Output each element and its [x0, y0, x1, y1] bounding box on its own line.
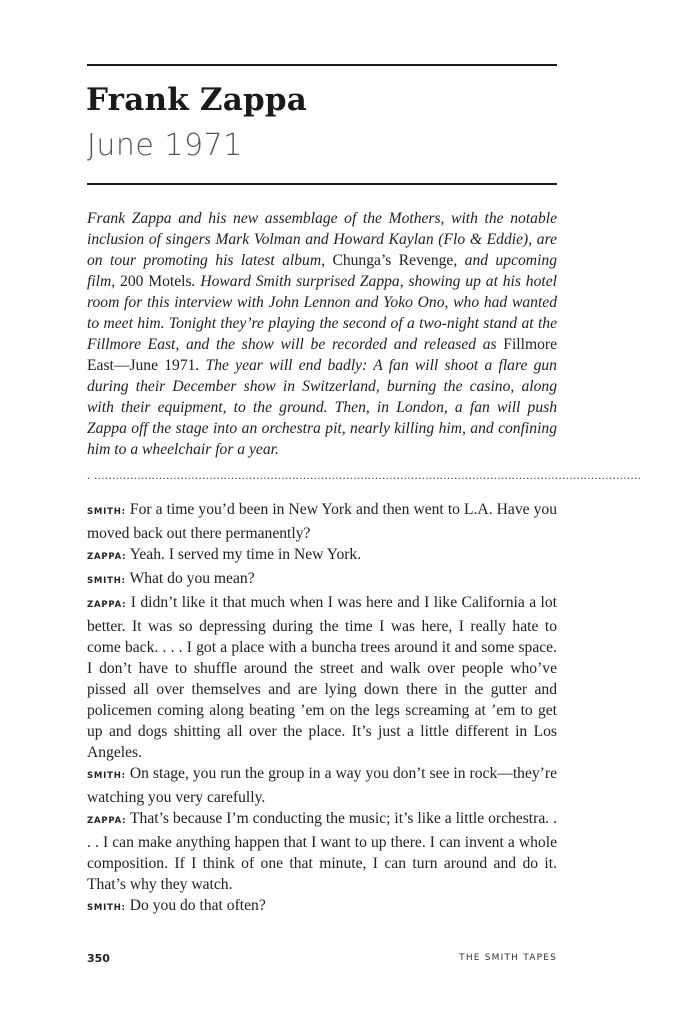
speaker-label: SMITH:: [87, 507, 126, 517]
dialogue-text: On stage, you run the group in a way you don’t see in rock—they’re watching you very carefully.: [87, 765, 557, 806]
dialogue-line: [87, 895, 557, 919]
chapter-title: Frank Zappa: [86, 82, 308, 118]
dialogue-line: [87, 544, 557, 568]
dialogue-line: [87, 592, 557, 763]
top-rule: [87, 64, 557, 66]
dialogue-text: I didn’t like it that much when I was here and I like California a lot better. It was so depressing during the time I was here, I really hate to come back. . . . I got a place with a buncha trees around it and some space. I don’t have to shuffle around the street and walk over people who’ve pissed all over themselves and are lying down there in the gutter and policemen coming along beating ’em on the legs screaming at ’em to get up and dogs shitting all over the place. It’s just a little different in Los Angeles.: [87, 594, 557, 761]
speaker-label: ZAPPA:: [87, 552, 127, 562]
intro-segment: . Howard Smith surprised Zappa, showing up at his hotel room for this interview with John Lennon and Yoko Ono, who had wanted to meet him. Tonight they’re playing the second of a two-night stand at the Fillmore East, and the show will be recorded and released as: [87, 273, 557, 353]
speaker-label: SMITH:: [87, 903, 126, 913]
interview-text: [87, 499, 557, 919]
intro-segment: Frank Zappa and his new assemblage of the Mothers, with the notable inclusion of singers Mark Volman and Howard Kaylan (Flo & Eddie), are on tour promoting his latest album,: [87, 210, 557, 269]
dialogue-line: [87, 568, 557, 592]
intro-segment: 200 Motels: [120, 273, 192, 290]
intro-segment: , and upcoming film,: [87, 252, 557, 290]
speaker-label: ZAPPA:: [87, 816, 127, 826]
intro-segment: Fillmore East—June 1971: [87, 336, 557, 374]
header-rule: [87, 183, 557, 185]
dialogue-text: Yeah. I served my time in New York.: [129, 546, 362, 563]
speaker-label: ZAPPA:: [87, 600, 127, 610]
dialogue-line: [87, 808, 557, 895]
chapter-date: June 1971: [87, 128, 243, 163]
dialogue-text: That’s because I’m conducting the music; it’s like a little orchestra. . . . I can make anything happen that I want to up there. I can invent a whole composition. If I think of one that minute, I can turn around and do it. That’s why they watch.: [87, 810, 557, 893]
dialogue-text: For a time you’d been in New York and then went to L.A. Have you moved back out there permanently?: [87, 501, 557, 542]
dialogue-line: [87, 763, 557, 808]
speaker-label: SMITH:: [87, 771, 126, 781]
page-number: 350: [87, 952, 110, 965]
intro-segment: . The year will end badly: A fan will shoot a flare gun during their December show in Switzerland, burning the casino, along with their equipment, to the ground. Then, in London, a fan will push Zappa off the stage into an orchestra pit, nearly killing him, and confining him to a wheelchair for a year.: [87, 357, 557, 458]
dialogue-line: [87, 499, 557, 544]
speaker-label: SMITH:: [87, 576, 126, 586]
dialogue-text: What do you mean?: [129, 570, 255, 587]
dotted-separator: . ........................................................................................................................................................: [87, 468, 642, 482]
running-footer: THE SMITH TAPES: [459, 953, 557, 963]
intro-paragraph: [87, 208, 557, 460]
dialogue-text: Do you do that often?: [129, 897, 266, 914]
intro-segment: Chunga’s Revenge: [332, 252, 454, 269]
